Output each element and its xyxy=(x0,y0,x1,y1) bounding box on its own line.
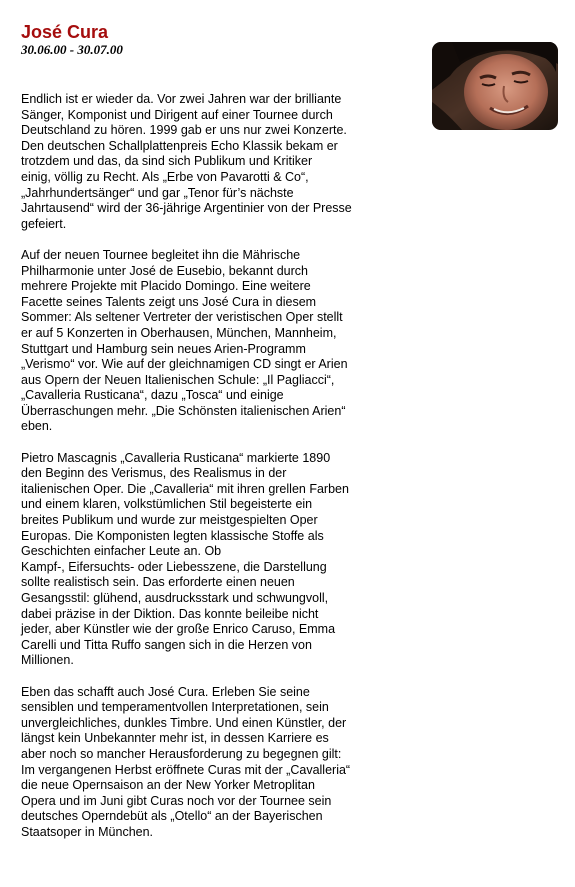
event-dates: 30.06.00 - 30.07.00 xyxy=(21,42,123,57)
paragraph-tour: Auf der neuen Tournee begleitet ihn die Mährische Philharmonie unter José de Eusebio, bekannt durch mehrere Projekte mit Placido Domingo. Eine weitere Facette seines Talents zeigt uns José Cura in diesem Sommer: Als seltener Vertreter der veristischen Oper stellt er auf 5 Konzerten in Oberhausen, München, Mannheim, Stuttgart und Hamburg sein neues Arien-Programm „Verismo“ vor. Wie auf der gleichnamigen CD singt er Arien aus Opern der Neuen Italienischen Schule: „Il Pagliacci“, „Cavalleria Rusticana“, dazu „Tosca“ und einige Überraschungen mehr. „Die Schönsten italienischen Arien“ eben. xyxy=(21,247,348,434)
article-title: José Cura xyxy=(21,22,109,42)
paragraph-verismo: Pietro Mascagnis „Cavalleria Rusticana“ markierte 1890 den Beginn des Verismus, des Realismus in der italienischen Oper. Die „Cavalleria“ mit ihren grellen Farben und einem klaren, volkstümlichen Stil begeisterte ein breites Publikum und wurde zur meistgespielten Oper Europas. Die Komponisten legten klassische Stoffe als Geschichten einfacher Leute an. Ob Kampf-, Eifersuchts- oder Liebesszene, die Darstellung sollte realistisch sein. Das erforderte einen neuen Gesangsstil: glühend, ausdrucksstark und schwungvoll, dabei präzise in der Diktion. Das konnte beileibe nicht jeder, aber Künstler wie der große Enrico Caruso, Emma Carelli und Titta Ruffo sangen sich in die Herzen von Millionen. xyxy=(21,450,349,668)
paragraph-intro: Endlich ist er wieder da. Vor zwei Jahren war der brilliante Sänger, Komponist und Dirigent auf einer Tournee durch Deutschland zu hören. 1999 gab er uns nur zwei Konzerte. Den deutschen Schallplattenpreis Echo Klassik bekam er trotzdem und das, da sind sich Publikum und Kritiker einig, völlig zu Recht. Als „Erbe von Pavarotti & Co“, „Jahrhundertsänger“ und gar „Tenor für’s nächste Jahrtausend“ wird der 36-jährige Argentinier von der Presse gefeiert. xyxy=(21,92,352,231)
paragraph-career: Eben das schafft auch José Cura. Erleben Sie seine sensiblen und temperamentvollen Interpretationen, sein unvergleichliches, dunkles Timbre. Und einen Künstler, der längst kein Unbekannter mehr ist, in dessen Karriere es aber noch so mancher Herausforderung zu begegnen gilt: Im vergangenen Herbst eröffnete Curas mit der „Cavalleria“ die neue Opernsaison an der New Yorker Metroplitan Opera und im Juni gibt Curas noch vor der Tournee sein deutsches Operndebüt als „Otello“ an der Bayerischen Staatsoper in München. xyxy=(21,684,351,839)
article-body xyxy=(21,92,366,856)
artist-portrait xyxy=(432,42,558,130)
